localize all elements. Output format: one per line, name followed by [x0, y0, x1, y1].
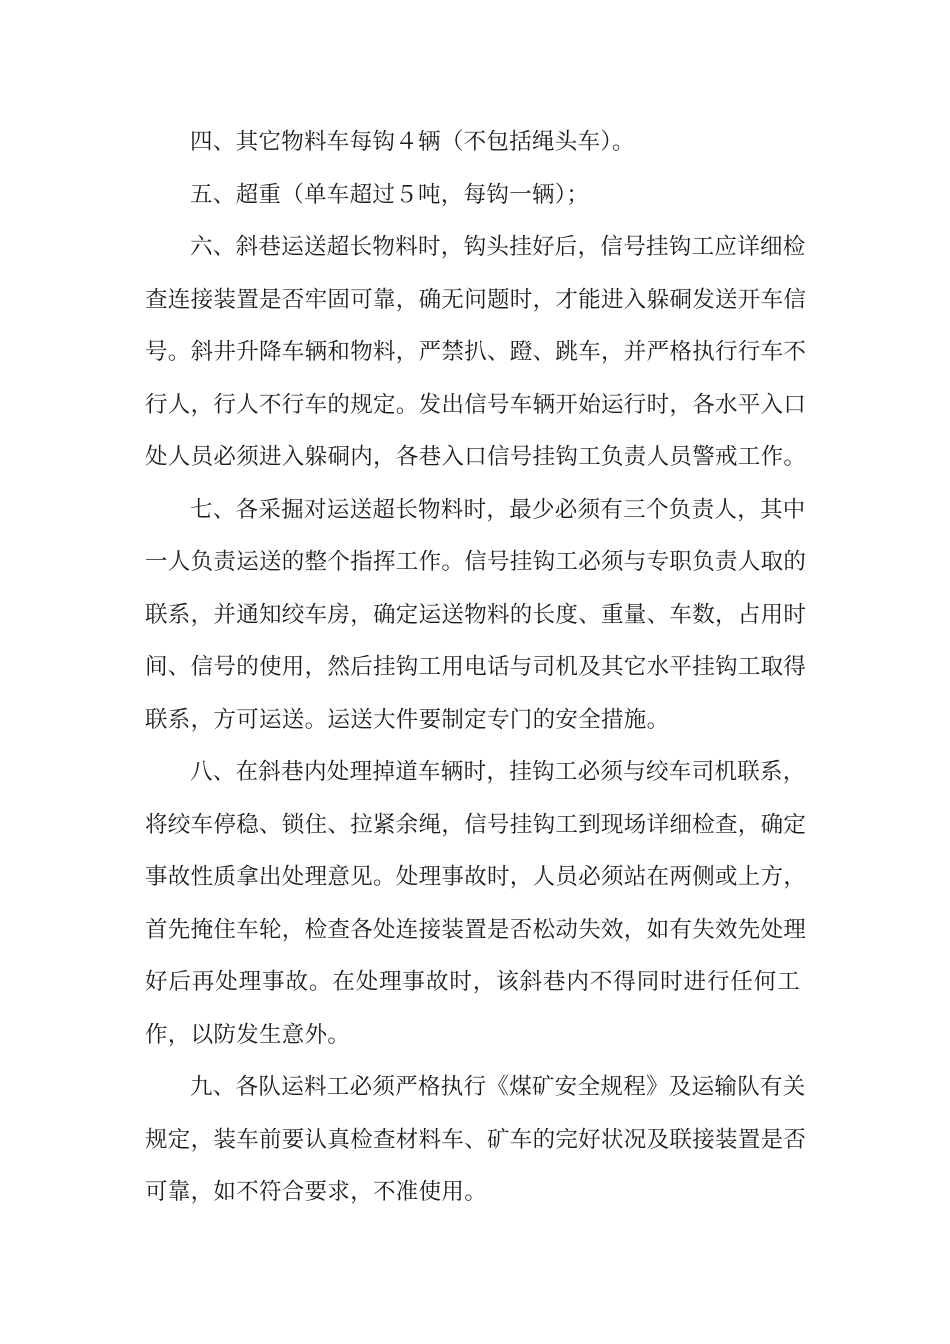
text-line: 可靠，如不符合要求，不准使用。: [145, 1179, 488, 1205]
text-line: 一人负责运送的整个指挥工作。信号挂钩工必须与专职负责人取的: [145, 549, 807, 575]
paragraph-item-6: [145, 221, 807, 484]
text-line: 规定，装车前要认真检查材料车、矿车的完好状况及联接装置是否: [145, 1126, 807, 1153]
text-line: 七、各采掘对运送超长物料时，最少必须有三个负责人，其中: [190, 496, 806, 523]
text-line: 将绞车停稳、锁住、拉紧余绳，信号挂钩工到现场详细检查，确定: [145, 811, 807, 838]
text-line: 处人员必须进入躲硐内，各巷入口信号挂钩工负责人员警戒工作。: [145, 444, 807, 470]
text-line: 间、信号的使用，然后挂钩工用电话与司机及其它水平挂钩工取得: [145, 654, 807, 680]
text-line: 四、其它物料车每钩４辆（不包括绳头车）。: [190, 129, 635, 155]
text-line: 联系，方可运送。运送大件要制定专门的安全措施。: [145, 706, 670, 733]
text-line: 事故性质拿出处理意见。处理事故时，人员必须站在两侧或上方，: [145, 864, 807, 890]
text-line: 号。斜井升降车辆和物料，严禁扒、蹬、跳车，并严格执行行车不: [145, 339, 807, 365]
document-body: [145, 116, 807, 1219]
text-line: 八、在斜巷内处理掉道车辆时，挂钩工必须与绞车司机联系，: [190, 759, 806, 785]
text-line: 好后再处理事故。在处理事故时，该斜巷内不得同时进行任何工: [145, 969, 800, 995]
paragraph-item-4: [145, 116, 800, 169]
text-line: 六、斜巷运送超长物料时，钩头挂好后，信号挂钩工应详细检: [190, 234, 806, 260]
text-line: 五、超重（单车超过５吨，每钩一辆）；: [190, 181, 590, 208]
paragraph-item-5: [145, 169, 800, 222]
text-line: 行人，行人不行车的规定。发出信号车辆开始运行时，各水平入口: [145, 391, 807, 418]
text-line: 联系，并通知绞车房，确定运送物料的长度、重量、车数，占用时: [145, 601, 807, 628]
paragraph-item-8: [145, 746, 807, 1061]
paragraph-item-9: [145, 1061, 807, 1219]
text-line: 首先掩住车轮，检查各处连接装置是否松动失效，如有失效先处理: [145, 916, 807, 943]
text-line: 查连接装置是否牢固可靠，确无问题时，才能进入躲硐发送开车信: [145, 286, 807, 313]
paragraph-item-7: [145, 484, 807, 747]
text-line: 九、各队运料工必须严格执行《煤矿安全规程》及运输队有关: [190, 1074, 806, 1100]
text-line: 作，以防发生意外。: [145, 1021, 351, 1048]
